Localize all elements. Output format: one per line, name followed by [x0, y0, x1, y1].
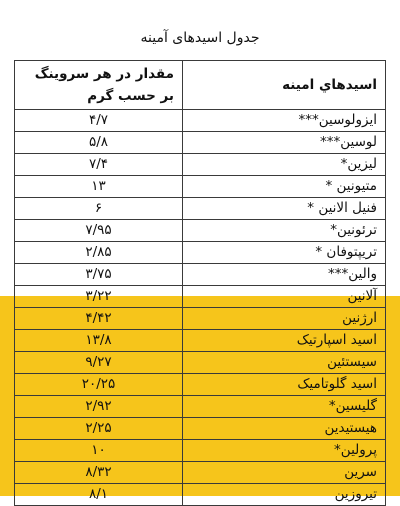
- table-row: [15, 154, 386, 176]
- amino-acid-amount: ۷/۴: [15, 154, 183, 176]
- amino-acid-amount: ۲۰/۲۵: [15, 374, 183, 396]
- amino-acid-name: تریپتوفان *: [183, 242, 386, 264]
- amino-acid-amount: ۱۰: [15, 440, 183, 462]
- amino-acid-name: هیستیدین: [183, 418, 386, 440]
- amino-acid-name: اسید گلوتامیک: [183, 374, 386, 396]
- table-row: [15, 440, 386, 462]
- amino-acid-table: [14, 60, 386, 506]
- amino-acid-name: تیروزین: [183, 484, 386, 506]
- amino-acid-name: والین***: [183, 264, 386, 286]
- amino-acid-amount: ۲/۹۲: [15, 396, 183, 418]
- amino-acid-name: اسید اسپارتیک: [183, 330, 386, 352]
- amino-acid-amount: ۸/۳۲: [15, 462, 183, 484]
- page-title: جدول اسیدهای آمینه: [140, 30, 260, 46]
- table-row: [15, 264, 386, 286]
- amino-acid-name: لیزین*: [183, 154, 386, 176]
- table-header-row: [15, 61, 386, 110]
- amino-acid-amount: ۲/۸۵: [15, 242, 183, 264]
- amino-acid-name: آلانین: [183, 286, 386, 308]
- table-row: [15, 484, 386, 506]
- amino-acid-amount: ۹/۲۷: [15, 352, 183, 374]
- table-row: [15, 132, 386, 154]
- amino-acid-amount: ۷/۹۵: [15, 220, 183, 242]
- amino-acid-name: سرین: [183, 462, 386, 484]
- amino-acid-amount: ۳/۲۲: [15, 286, 183, 308]
- amino-acid-name: ترئونین*: [183, 220, 386, 242]
- amino-acid-name: ارژنین: [183, 308, 386, 330]
- amino-acid-name: سیستئین: [183, 352, 386, 374]
- amino-acid-name: لوسین***: [183, 132, 386, 154]
- header-amount: مقدار در هر سروینگ بر حسب گرم: [15, 61, 183, 110]
- amino-acid-amount: ۳/۷۵: [15, 264, 183, 286]
- table-row: [15, 418, 386, 440]
- amino-acid-name: گلیسین*: [183, 396, 386, 418]
- header-amino-acid: اسیدهاي امینه: [183, 61, 386, 110]
- table-row: [15, 242, 386, 264]
- table-row: [15, 330, 386, 352]
- amino-acid-amount: ۴/۷: [15, 110, 183, 132]
- amino-acid-name: فنیل الانین *: [183, 198, 386, 220]
- table-row: [15, 198, 386, 220]
- table-row: [15, 374, 386, 396]
- table-row: [15, 462, 386, 484]
- amino-acid-amount: ۲/۲۵: [15, 418, 183, 440]
- amino-acid-amount: ۴/۴۲: [15, 308, 183, 330]
- amino-acid-name: پرولین*: [183, 440, 386, 462]
- table-row: [15, 220, 386, 242]
- table-row: [15, 286, 386, 308]
- amino-acid-amount: ۸/۱: [15, 484, 183, 506]
- amino-acid-amount: ۱۳: [15, 176, 183, 198]
- amino-acid-name: متیونین *: [183, 176, 386, 198]
- table-row: [15, 110, 386, 132]
- amino-acid-name: ایزولوسین***: [183, 110, 386, 132]
- amino-acid-amount: ۶: [15, 198, 183, 220]
- table-row: [15, 176, 386, 198]
- table-row: [15, 308, 386, 330]
- amino-acid-amount: ۱۳/۸: [15, 330, 183, 352]
- table-row: [15, 396, 386, 418]
- table-row: [15, 352, 386, 374]
- amino-acid-amount: ۵/۸: [15, 132, 183, 154]
